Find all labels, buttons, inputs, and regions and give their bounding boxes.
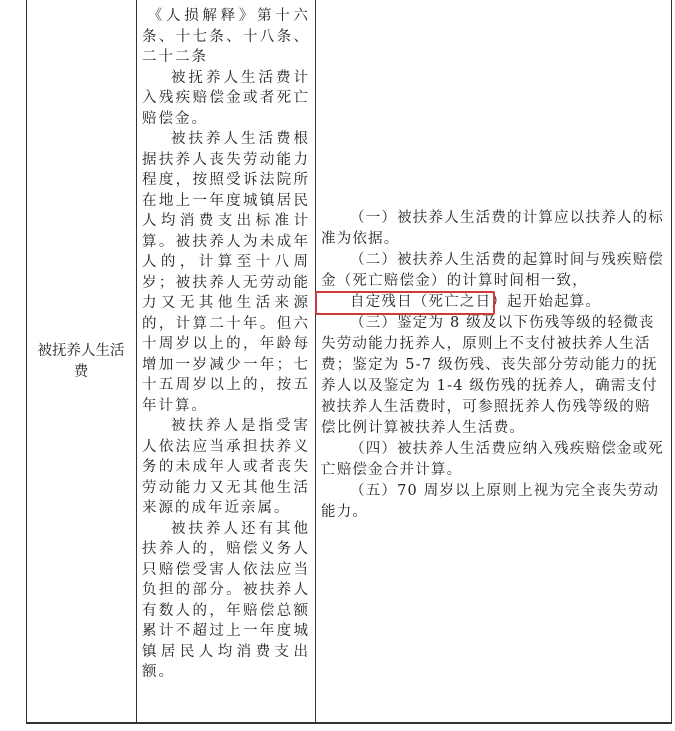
legal-basis-cell bbox=[142, 6, 310, 683]
legal-basis-paragraph: 《人损解释》第十六条、十七条、十八条、二十二条 bbox=[142, 8, 310, 65]
note-item-1: （一）被扶养人生活费的计算应以扶养人的标准为依据。 bbox=[321, 210, 664, 247]
row-label-cell bbox=[26, 0, 136, 724]
highlighted-phrase bbox=[321, 292, 491, 313]
note-item-2 bbox=[321, 250, 665, 313]
note-item-3: （三）鉴定为 8 级及以下伤残等级的轻微丧失劳动能力抚养人，原则上不支付被扶养人生活费；鉴定为 5-7 级伤残、丧失部分劳动能力的抚养人以及鉴定为 1-4 级伤残的抚养人，确需支付被扶养人生活费时，可参照抚养人伤残等级的赔偿比例计算被扶养人生活费。 bbox=[321, 315, 658, 436]
legal-basis-paragraph: 被扶养人生活费根据扶养人丧失劳动能力程度，按照受诉法院所在地上一年度城镇居民人均消费支出标准计算。被扶养人为未成年人的，计算至十八周岁；被扶养人无劳动能力又无其他生活来源的，计算二十年。但六十周岁以上的，年龄每增加一岁减少一年；七十五周岁以上的，按五年计算。 bbox=[142, 131, 310, 414]
legal-basis-paragraph: 被扶养人还有其他扶养人的，赔偿义务人只赔偿受害人依法应当负担的部分。被扶养人有数人的，年赔偿总额累计不超过上一年度城镇居民人均消费支出额。 bbox=[142, 520, 310, 680]
highlighted-text: 自定残日（死亡之日 bbox=[350, 294, 492, 310]
column-divider-1 bbox=[136, 0, 137, 724]
note-item-2-before: （二）被扶养人生活费的起算时间与残疾赔偿金（死亡赔偿金）的计算时间相一致， bbox=[321, 252, 664, 289]
notes-cell bbox=[321, 208, 665, 523]
note-item-2-after: ）起开始起算。 bbox=[491, 294, 602, 310]
legal-basis-paragraph: 被抚养人生活费计入残疾赔偿金或者死亡赔偿金。 bbox=[142, 69, 310, 127]
legal-basis-paragraph: 被扶养人是指受害人依法应当承担扶养义务的未成年人或者丧失劳动能力又无其他生活来源的成年近亲属。 bbox=[142, 418, 310, 516]
note-item-5: （五）70 周岁以上原则上视为完全丧失劳动能力。 bbox=[321, 483, 660, 520]
column-divider-2 bbox=[315, 0, 316, 724]
row-label: 被抚养人生活费 bbox=[37, 343, 125, 380]
note-item-4: （四）被扶养人生活费应纳入残疾赔偿金或死亡赔偿金合并计算。 bbox=[321, 441, 664, 478]
